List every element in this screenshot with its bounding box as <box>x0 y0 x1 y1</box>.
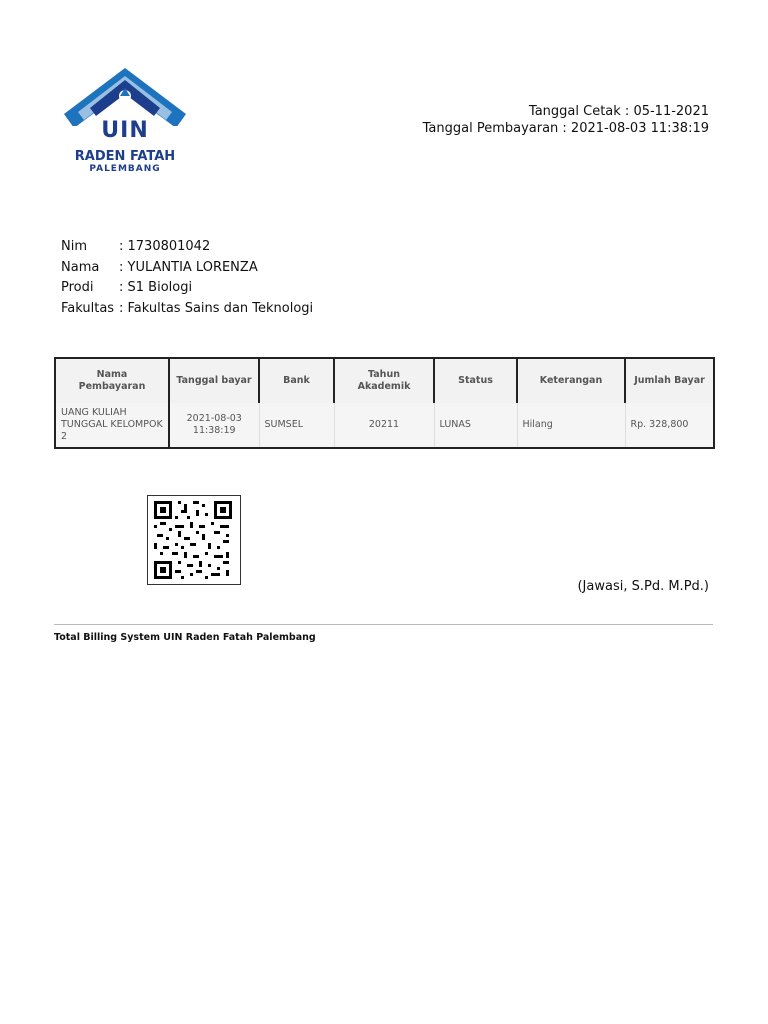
divider <box>54 624 713 625</box>
logo-city-text: PALEMBANG <box>89 164 161 174</box>
col-header: Tanggal bayar <box>169 358 259 403</box>
logo-uin-text: UIN <box>101 118 149 143</box>
info-value: : Fakultas Sains dan Teknologi <box>119 300 314 316</box>
date-header <box>423 103 709 137</box>
info-row-prodi <box>61 278 313 299</box>
payment-date: Tanggal Pembayaran : 2021-08-03 11:38:19 <box>422 121 709 136</box>
qr-code <box>147 495 241 585</box>
qr-code-icon <box>154 501 232 579</box>
info-value: : 1730801042 <box>119 239 211 254</box>
info-row-fakultas <box>61 299 313 320</box>
col-header: Status <box>434 358 517 403</box>
print-date: Tanggal Cetak : 05-11-2021 <box>528 104 709 119</box>
info-row-nama <box>61 258 313 279</box>
info-label: Fakultas <box>61 300 115 316</box>
table-header-row <box>55 358 714 403</box>
col-header: Keterangan <box>517 358 625 403</box>
footer-text: Total Billing System UIN Raden Fatah Palembang <box>54 632 316 643</box>
info-label: Nama <box>61 259 100 275</box>
payment-table <box>54 357 715 449</box>
student-info <box>61 237 313 319</box>
logo-name-text: RADEN FATAH <box>74 149 176 164</box>
signatory-name: (Jawasi, S.Pd. M.Pd.) <box>577 579 709 594</box>
table-row <box>55 403 714 448</box>
info-row-nim <box>61 237 313 258</box>
university-logo <box>56 66 194 178</box>
info-label: Nim <box>61 239 87 254</box>
info-value: : YULANTIA LORENZA <box>119 259 258 275</box>
table-cell: Hilang <box>517 403 625 448</box>
table-cell: 2021-08-03 11:38:19 <box>169 403 259 448</box>
col-header: Jumlah Bayar <box>625 358 714 403</box>
col-header: Bank <box>259 358 334 403</box>
col-header: Tahun Akademik <box>334 358 434 403</box>
col-header: Nama Pembayaran <box>55 358 169 403</box>
info-label: Prodi <box>61 280 94 295</box>
logo-emblem-icon <box>56 66 194 126</box>
table-cell: 20211 <box>334 403 434 448</box>
table-cell: LUNAS <box>434 403 517 448</box>
info-value: : S1 Biologi <box>119 280 193 295</box>
table-cell: Rp. 328,800 <box>625 403 714 448</box>
table-cell: SUMSEL <box>259 403 334 448</box>
table-cell: UANG KULIAH TUNGGAL KELOMPOK 2 <box>55 403 169 448</box>
